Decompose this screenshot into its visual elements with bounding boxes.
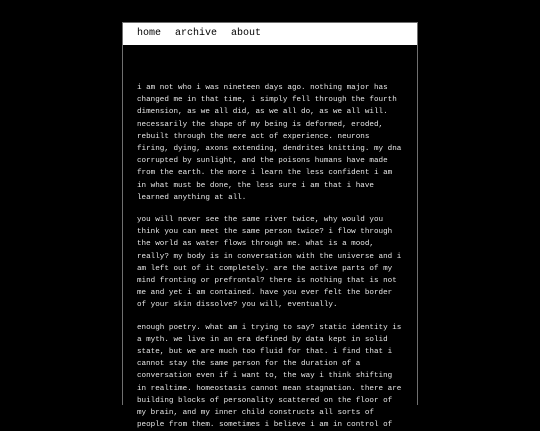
top-nav xyxy=(123,23,417,45)
nav-about-link[interactable]: about xyxy=(231,28,262,39)
post-paragraph: enough poetry. what am i trying to say? static identity is a myth. we live in an era defined by data kept in solid state, but we are much too fluid for that. i find that i cannot stay the same person for the duration of a conversation even if i want to, the way i think shifting in realtime. homeostasis cannot mean stagnation. there are building blocks of personality scattered on the floor of my brain, and my inner child constructs all sorts of people from them. sometimes i believe i am in control of xyxy=(137,323,402,430)
nav-home-link[interactable]: home xyxy=(137,28,162,39)
blog-column xyxy=(122,22,418,430)
post-content xyxy=(123,45,417,431)
nav-archive-link[interactable]: archive xyxy=(175,28,218,39)
post-paragraph: i am not who i was nineteen days ago. nothing major has changed me in that time, i simply fell through the fourth dimension, as we all did, as we all do, as we all will. necessarily the shape of my being is deformed, eroded, rebuilt through the mere act of experience. neurons firing, dying, axons extending, dendrites knitting. my dna corrupted by sunlight, and the poisons humans have made from the earth. the more i learn the less confident i am in what must be done, the less sure i am that i have learned anything at all. xyxy=(137,84,402,202)
post-paragraph: you will never see the same river twice, why would you think you can meet the same person twice? i flow through the world as water flows through me. what is a mood, really? my body is in conversation with the universe and i am left out of it completely. are the active parts of my mind fronting or prefrontal? there is nothing that is not me and yet i am contained. have you ever felt the border of your skin dissolve? you will, eventually. xyxy=(137,216,402,310)
